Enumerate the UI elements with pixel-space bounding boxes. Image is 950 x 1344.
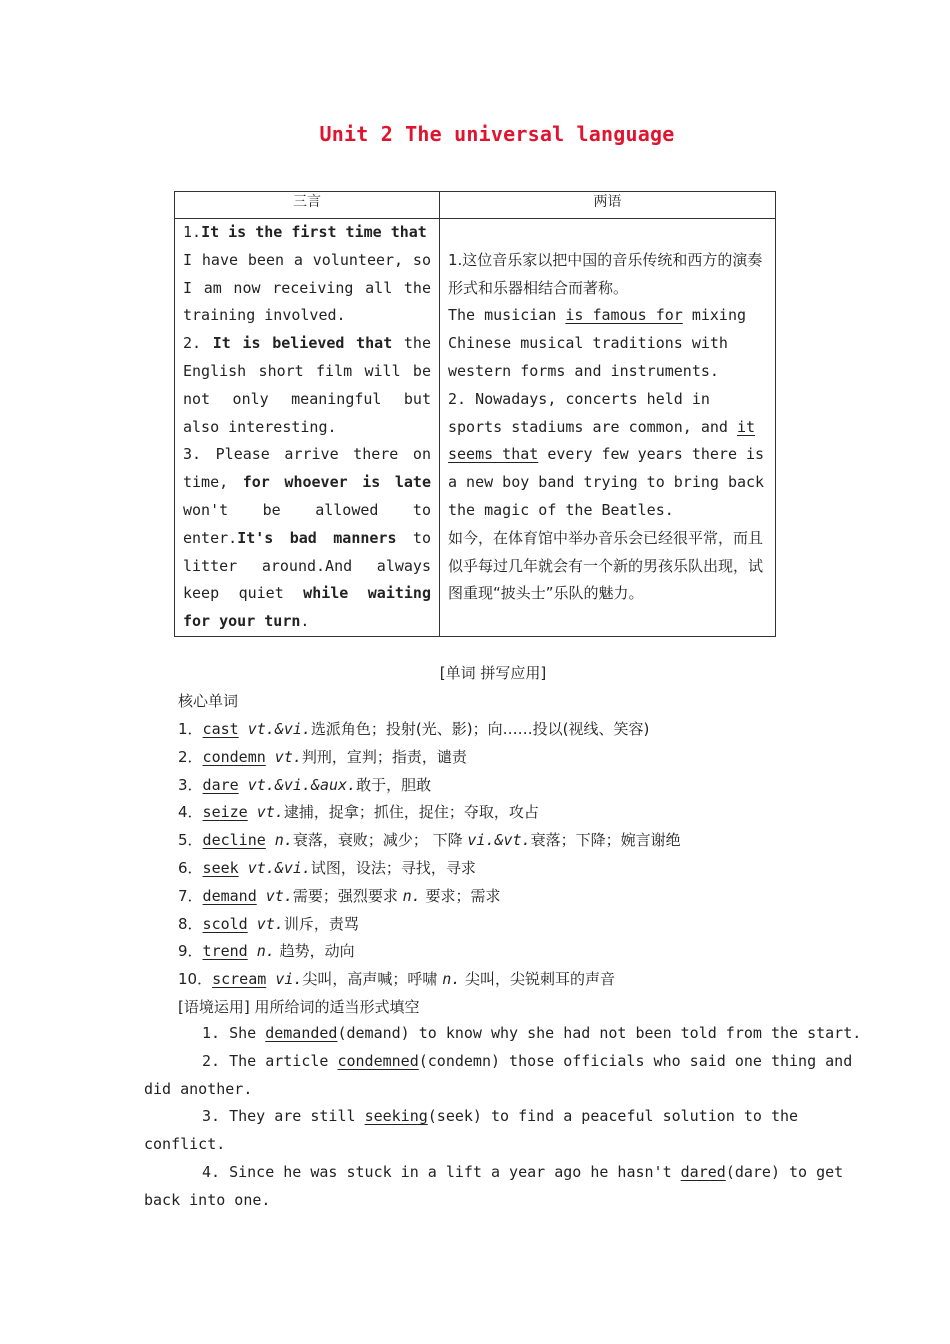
word-pos: n. — [274, 831, 293, 850]
fill-item — [202, 1052, 852, 1070]
word-meaning: 训斥，责骂 — [283, 914, 359, 933]
word-meaning: 选派角色；投射(光、影)；向……投以(视线、笑容) — [310, 720, 650, 738]
table-left-cell — [175, 219, 440, 637]
word-meaning-2: 尖叫，尖锐刺耳的声音 — [460, 970, 616, 989]
sentence-2-number: 2. — [183, 334, 213, 353]
word-answer: condemn — [202, 747, 266, 766]
fill-item-continuation: did another. — [144, 1079, 253, 1098]
word-pos: vi. — [275, 970, 303, 989]
fill-text-b: (condemn) those officials who said one thing and — [418, 1051, 853, 1070]
section-heading-context: [语境运用] 用所给词的适当形式填空 — [178, 998, 420, 1016]
section-subheading-core-words: 核心单词 — [178, 692, 239, 710]
word-meaning: 需要；强烈要求 — [292, 886, 403, 905]
table-header-right: 两语 — [440, 192, 776, 219]
translation-1-en-a: The musician — [448, 306, 566, 325]
fill-text-b: (seek) to find a peaceful solution to the — [427, 1107, 799, 1126]
word-meaning: 尖叫，高声喊；呼啸 — [302, 970, 443, 989]
fill-text-a: 3. They are still — [202, 1107, 365, 1126]
table-right-cell — [440, 219, 776, 637]
translation-2-cn: 如今，在体育馆中举办音乐会已经很平常，而且似乎每过几年就会有一个新的男孩乐队出现，试图重现“披头士”乐队的魅力。 — [448, 528, 764, 603]
fill-answer: demanded — [265, 1024, 338, 1042]
word-answer: scream — [212, 970, 267, 989]
sentence-table — [174, 191, 776, 637]
fill-item — [202, 1163, 843, 1181]
word-meaning: 敢于，胆敢 — [356, 775, 432, 794]
fill-answer: dared — [680, 1163, 726, 1181]
sentence-2-rest: the English short film will be not only meaningful but also interesting. — [183, 334, 431, 436]
sentence-2-pattern: It is believed that — [212, 334, 393, 353]
word-item — [178, 885, 500, 906]
translation-2-en-a: 2. Nowadays, concerts held in sports stadiums are common, and — [448, 389, 737, 436]
word-number: 8． — [178, 914, 203, 933]
word-answer: cast — [202, 720, 239, 738]
translation-2-phrase: it seems that — [448, 417, 756, 464]
translation-1-phrase: is famous for — [565, 306, 683, 325]
word-number: 6． — [178, 859, 203, 877]
table-header-left: 三言 — [175, 192, 440, 219]
table-header-row — [175, 192, 776, 219]
word-item — [178, 718, 649, 739]
word-meaning: 判刑，宣判；指责，谴责 — [301, 747, 467, 766]
word-item — [178, 774, 431, 795]
fill-text-a: 4. Since he was stuck in a lift a year ago he hasn't — [202, 1163, 681, 1181]
word-item — [178, 801, 539, 822]
sentence-3-part-a: 3. Please arrive there on time, — [183, 445, 431, 492]
word-pos-2: n. — [442, 970, 461, 989]
translation-1-cn: 1.这位音乐家以把中国的音乐传统和西方的演奏形式和乐器相结合而著称。 — [448, 250, 763, 297]
word-pos: vt. — [265, 886, 293, 905]
word-answer: demand — [202, 886, 257, 905]
word-item — [178, 940, 355, 961]
sentence-3-part-d: . — [300, 612, 310, 631]
word-meaning-2: 衰落；下降；婉言谢绝 — [530, 831, 681, 850]
word-number: 1． — [178, 720, 203, 738]
word-item — [178, 968, 615, 989]
left-cell-text — [183, 219, 431, 636]
word-item — [178, 857, 476, 878]
sentence-3-part-c: to litter around.And always keep quiet — [183, 528, 431, 603]
word-item — [178, 746, 467, 767]
fill-text-b: (dare) to get — [725, 1163, 844, 1181]
fill-item — [202, 1024, 861, 1042]
word-pos: vt.&vi. — [247, 859, 311, 877]
word-pos: vt. — [256, 914, 284, 933]
word-answer: seize — [202, 803, 248, 822]
word-answer: scold — [202, 914, 248, 933]
fill-answer: seeking — [364, 1107, 428, 1126]
sentence-1-pattern: It is the first time that — [201, 223, 427, 241]
word-pos: n. — [256, 942, 275, 961]
word-meaning: 逮捕，捉拿；抓住，捉住；夺取，攻占 — [283, 803, 539, 822]
sentence-1-number: 1. — [183, 223, 202, 241]
fill-item-continuation: back into one. — [144, 1190, 271, 1209]
fill-text-a: 2. The article — [202, 1051, 338, 1070]
word-number: 2． — [178, 747, 203, 766]
fill-item — [202, 1107, 798, 1125]
sentence-3-part-b: won't be allowed to enter. — [183, 500, 431, 547]
sentence-1-rest: I have been a volunteer, so I am now receiving all the training involved. — [183, 250, 431, 325]
sentence-3-pattern-2: It's bad manners — [237, 528, 397, 547]
word-pos: vt.&vi.&aux. — [247, 775, 357, 794]
word-number: 3． — [178, 775, 203, 794]
word-number: 10． — [178, 970, 213, 989]
word-meaning: 试图，设法；寻找，寻求 — [310, 859, 476, 877]
table-body-row — [175, 219, 776, 637]
word-number: 9． — [178, 942, 203, 961]
word-number: 7． — [178, 886, 203, 905]
sentence-3-pattern-3: while waiting for your turn — [183, 584, 431, 631]
fill-text-b: (demand) to know why she had not been told from the start. — [337, 1024, 862, 1042]
word-item — [178, 829, 681, 850]
word-pos: vt. — [256, 803, 284, 822]
section-heading-spelling: [单词 拼写应用] — [439, 664, 547, 682]
sentence-3-pattern-1: for whoever is late — [242, 473, 431, 492]
fill-text-a: 1. She — [202, 1024, 266, 1042]
word-number: 4． — [178, 803, 203, 822]
translation-1-en-b: mixing Chinese musical traditions with western forms and instruments. — [448, 306, 747, 380]
right-cell-text — [448, 219, 767, 608]
word-answer: dare — [202, 775, 239, 794]
word-answer: seek — [202, 859, 239, 877]
word-pos: vt. — [274, 747, 302, 766]
word-meaning: 衰落，衰败；减少； 下降 — [292, 831, 468, 850]
word-meaning-2: 要求；需求 — [420, 886, 501, 905]
word-meaning: 趋势，动向 — [274, 942, 355, 961]
translation-2-en-b: every few years there is a new boy band trying to bring back the magic of the Beatles. — [448, 445, 765, 519]
unit-title: Unit 2 The universal language — [319, 122, 675, 146]
fill-answer: condemned — [337, 1051, 419, 1070]
word-answer: trend — [202, 942, 248, 961]
word-pos-2: n. — [402, 886, 421, 905]
word-pos-2: vi.&vt. — [467, 831, 531, 850]
word-pos: vt.&vi. — [247, 720, 311, 738]
fill-item-continuation: conflict. — [144, 1135, 226, 1154]
word-answer: decline — [202, 831, 266, 850]
word-item — [178, 913, 359, 934]
word-number: 5． — [178, 831, 203, 850]
